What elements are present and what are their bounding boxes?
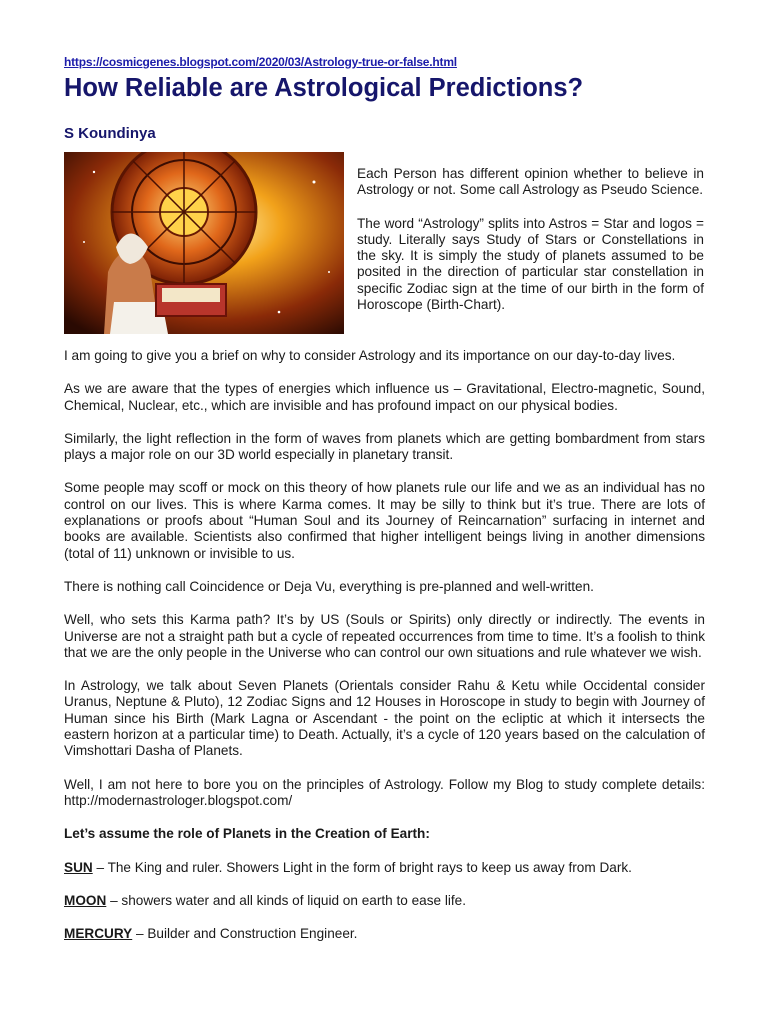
intro-paragraph: Each Person has different opinion whether to believe in Astrology or not. Some call Astrology as Pseudo Science.	[357, 166, 704, 198]
planet-name: SUN	[64, 859, 93, 875]
astrologer-zodiac-illustration	[64, 152, 344, 334]
article-body	[64, 348, 705, 959]
body-paragraph: As we are aware that the types of energies which influence us – Gravitational, Electro-magnetic, Sound, Chemical, Nuclear, etc., which are invisible and has profound impact on our physical bodies.	[64, 381, 705, 413]
planet-name: MERCURY	[64, 926, 133, 942]
planet-item-mercury	[64, 926, 705, 942]
planet-description: – Builder and Construction Engineer.	[132, 926, 358, 942]
author-name: S Koundinya	[64, 125, 156, 142]
article-title: How Reliable are Astrological Predictions?	[64, 74, 584, 102]
body-paragraph: I am going to give you a brief on why to consider Astrology and its importance on our day-to-day lives.	[64, 348, 676, 363]
body-paragraph: There is nothing call Coincidence or Deja Vu, everything is pre-planned and well-written.	[64, 578, 594, 594]
planet-item-moon	[64, 893, 705, 909]
planet-description: – The King and ruler. Showers Light in the form of bright rays to keep us away from Dark.	[92, 859, 632, 875]
body-paragraph: In Astrology, we talk about Seven Planets (Orientals consider Rahu & Ketu while Occidental consider Uranus, Neptune & Pluto), 12 Zodiac Signs and 12 Houses in Horoscope in study to begin with Journey of Human since his Birth (Mark Lagna or Ascendant - the point on the ecliptic at which it intersects the eastern horizon at a particular time) to Death. Actually, it’s a cycle of 120 years based on the calculation of Vimshottari Dasha of Planets.	[64, 678, 705, 759]
body-paragraph: Well, who sets this Karma path? It’s by US (Souls or Spirits) only directly or indirectly. The events in Universe are not a straight path but a cycle of repeated occurrences from time to time. It’s a foolish to think that we are the only people in the Universe who can control our own situations and rule whatever we wish.	[64, 612, 705, 660]
planets-heading: Let’s assume the role of Planets in the Creation of Earth:	[64, 826, 430, 842]
intro-paragraph: The word “Astrology” splits into Astros = Star and logos = study. Literally says Study of Stars or Constellations in the sky. It is simply the study of planets assumed to be posited in the direction of particular star constellation in specific Zodiac sign at the time of our birth in the form of Horoscope (Birth-Chart).	[357, 215, 704, 313]
source-url-link[interactable]: https://cosmicgenes.blogspot.com/2020/03/Astrology-true-or-false.html	[64, 55, 457, 69]
body-paragraph: Well, I am not here to bore you on the principles of Astrology. Follow my Blog to study complete details: http://modernastrologer.blogspot.com/	[64, 776, 705, 808]
intro-column	[357, 166, 704, 313]
body-paragraph: Some people may scoff or mock on this theory of how planets rule our life and we as an individual has no control on our lives. This is where Karma comes. It may be silly to think but it’s true. There are lots of explanations or proofs about “Human Soul and its Journey of Reincarnation” surfacing in internet and books are available. Scientists also confirmed that higher intelligent beings living in another dimensions (total of 11) unknown or invisible to us.	[64, 480, 705, 561]
planet-name: MOON	[64, 892, 107, 908]
planet-item-sun	[64, 860, 705, 876]
planet-description: – showers water and all kinds of liquid on earth to ease life.	[106, 892, 466, 908]
body-paragraph: Similarly, the light reflection in the form of waves from planets which are getting bombardment from stars plays a major role on our 3D world especially in planetary transit.	[64, 430, 705, 463]
